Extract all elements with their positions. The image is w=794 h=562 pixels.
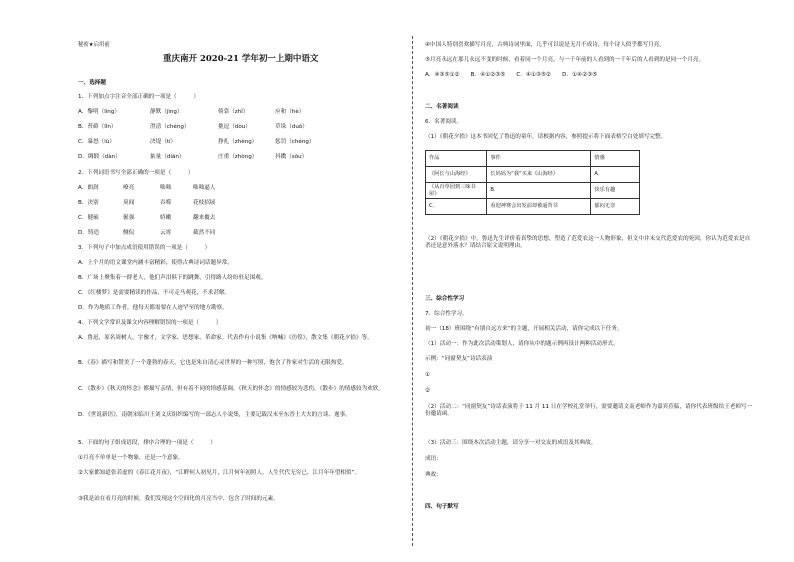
option-row xyxy=(78,154,408,162)
option-row xyxy=(78,200,408,208)
option-cell: C．暴怒（lù） xyxy=(78,139,115,145)
answer-label: 成语： xyxy=(425,456,442,462)
option-cell: 挣扎（zhèng） xyxy=(218,139,258,145)
option-cell: 挑逗（dòu） xyxy=(218,124,251,130)
table-header: 作品 xyxy=(426,151,487,167)
answer-options: A．④③⑤①② B．④①②③⑤ C．④①③⑤② D．①④②③⑤ xyxy=(425,72,598,78)
option-cell: 应和（hè） xyxy=(275,109,305,115)
option-cell: D．绸缎（dàn） xyxy=(78,154,121,160)
right-column xyxy=(425,0,755,562)
answer-blank: ① xyxy=(425,372,431,378)
table-header-row xyxy=(426,151,640,167)
option-row xyxy=(78,185,408,193)
option-cell: B．决别 xyxy=(78,200,99,206)
sentence-text: ⑤月亮永远在那儿永远不变的时候，看着同一个月亮，与一千年前的人看到的一千年后的人看到的是同一个月亮。 xyxy=(425,57,705,63)
option-cell: C．健硕 xyxy=(78,215,99,221)
table-cell: 《阿长与山海经》 xyxy=(426,167,487,183)
option-row xyxy=(78,230,408,238)
question-stem: 3．下列句子中加点成语使用错误的一项是（ ） xyxy=(78,245,211,251)
option-text: D．作为地质工作者，他每天都需要在人迹罕至的地方勘察。 xyxy=(78,305,228,311)
option-text: A．上个月的语文课堂内涵丰富精彩，使得古典诗词话题异常。 xyxy=(78,260,233,266)
section-heading: 三、综合性学习 xyxy=(425,296,465,302)
option-text: D．《世说新语》，南朝宋临川王刘义庆组织编写的一部志人小说集，主要记载汉末至东晋士大夫的言谈、逸事。 xyxy=(78,412,351,418)
section-heading: 四、句子默写 xyxy=(425,504,459,510)
question-stem: 7．综合性学习。 xyxy=(425,311,468,317)
question-stem: 6．名著阅读。 xyxy=(425,119,463,125)
table-row xyxy=(426,167,640,183)
option-cell: 花枝招展 xyxy=(193,200,216,206)
option-cell: 截然不同 xyxy=(193,230,216,236)
table-cell: 郁闷无奈 xyxy=(591,199,640,215)
option-cell: 澄清（chéng） xyxy=(150,124,190,130)
option-row xyxy=(78,215,408,223)
option-text: B．广场上聚集着一群老人，他们声泪俱下的跳舞，引得路人纷纷驻足围观。 xyxy=(78,275,267,281)
option-cell: 吞噬 xyxy=(160,200,172,206)
option-row xyxy=(78,109,408,117)
option-cell: 臭闻 xyxy=(123,200,135,206)
sentence-text: ③我是站在看月亮的时候，我们发现这个空间化的月亮当中，包含了时间的元素。 xyxy=(78,496,279,502)
option-cell: D．铸造 xyxy=(78,230,100,236)
option-cell: 惩罚（chéng） xyxy=(275,139,315,145)
question-stem: 1．下列加点字注音全部正确的一项是（ ） xyxy=(78,94,200,100)
secret-label: 秘密★启用前 xyxy=(78,42,110,48)
table-row xyxy=(426,183,640,199)
option-row xyxy=(78,139,408,147)
option-cell: 抖擞（sǒu） xyxy=(275,154,308,160)
section-heading: 二、名著阅读 xyxy=(425,104,459,110)
option-cell: 草垛（duǒ） xyxy=(275,124,308,130)
option-cell: 咄咄 xyxy=(160,185,172,191)
question-sub: （3）活动三：围绕本次活动主题，请分享一对交友的成语及其典故。 xyxy=(425,440,597,446)
option-cell: 庄重（zhòng） xyxy=(218,154,258,160)
table-cell: 长妈妈为“我”买来《山海经》 xyxy=(487,167,591,183)
option-text: C．《散步》《秋天的怀念》都描写亲情，但有着不同的情感基调，《秋天的怀念》的情感较为悲伤，《散步》的情感较为欢欣。 xyxy=(78,386,384,392)
question-stem: 5．下面的句子组成语段，排序合理的一项是（ ） xyxy=(78,440,216,446)
sentence-text: ④中国人特别喜欢描写月亮，古典诗词里面，几乎可以说是无月不成诗，每个诗人似乎都写月亮。 xyxy=(425,42,665,48)
table-cell: A． xyxy=(591,167,640,183)
table-cell: C． xyxy=(426,199,487,215)
column-divider xyxy=(412,36,413,546)
option-cell: 倚靠（zhǐ） xyxy=(218,109,249,115)
option-cell: 决堤（tí） xyxy=(150,139,177,145)
question-sub: （1）《朝花夕拾》这本书回忆了鲁迅的童年，请根据内容，参照提示将下面表格空白处填写完整。 xyxy=(425,134,667,140)
section-heading: 一、选择题 xyxy=(78,80,106,86)
question-sub: （1）活动一：作为此次活动策划人，请你从中的题示例再设计两种活动形式。 xyxy=(425,341,619,347)
option-cell: 翻来覆去 xyxy=(193,215,216,221)
option-cell: 静默（jìng） xyxy=(150,109,183,115)
table-cell: 《从百草园到三味书屋》 xyxy=(426,183,487,199)
table-cell: 看迎神赛会出发前却被逼背书 xyxy=(487,199,591,215)
option-text: A．鲁迅，原名周树人，字豫才，文学家、思想家、革命家。代表作有小说集《呐喊》《彷徨》，散文集《朝花夕拾》等。 xyxy=(78,335,373,341)
question-stem: 4．下列文学常识及课文内容理解错误的一项是（ ） xyxy=(78,320,222,326)
question-sub: 初一（18）班围绕“有朋自远方来”的主题，开展相关活动，请你完成以下任务。 xyxy=(425,326,623,332)
table-header: 情感 xyxy=(591,151,640,167)
sentence-text: ①月亮不单单是一个物象，还是一个意象。 xyxy=(78,455,184,461)
option-row xyxy=(78,124,408,132)
exam-title: 重庆南开 2020-21 学年初一上期中语文 xyxy=(163,54,319,64)
option-cell: 云霄 xyxy=(160,230,172,236)
option-cell: B．苔藓（lǐn） xyxy=(78,124,117,130)
option-cell: 侧侃 xyxy=(123,230,135,236)
question-sub: （2）活动二：“同窗契友”诗话表演将于 11 月 11 日在学校礼堂举行，需要邀请文南老师作为嘉宾莅临，请你代表班级给王老师写一份邀请函。 xyxy=(425,404,753,418)
option-cell: 咄咄逼人 xyxy=(193,185,216,191)
table-cell: 快乐有趣 xyxy=(591,183,640,199)
example-text: 示例：“同窗契友”诗话表演 xyxy=(425,356,493,362)
option-cell: A．朗润 xyxy=(78,185,99,191)
answer-blank: ② xyxy=(425,388,431,394)
option-cell: 娇嫩 xyxy=(160,215,172,221)
left-column xyxy=(78,0,408,562)
sentence-text: ②大家都知道张若虚的《春江花月夜》，“江畔何人初见月，江月何年初照人，人生代代无穷已，江月年年望相似”。 xyxy=(78,470,361,476)
question-stem: 2．下列词语书写全部正确的一项是（ ） xyxy=(78,170,194,176)
option-cell: 倔强 xyxy=(123,215,135,221)
table-header: 事件 xyxy=(487,151,591,167)
question-sub: （2）《朝花夕拾》中，鲁迅先生评价着真挚的思想，塑造了范爱农这一人物形象，但文中并未交代范爱农的死因，你认为范爱农是自杀还是意外落水？请结合原文说明理由。 xyxy=(425,236,751,250)
option-cell: 掂量（diān） xyxy=(150,154,185,160)
option-cell: A．黎明（líng） xyxy=(78,109,120,115)
answer-label: 典故： xyxy=(425,472,442,478)
option-text: B．《春》描写和赞美了一个蓬勃的春天，它也是朱自清心灵世界的一种写照，饱含了作家对生活的无限热爱。 xyxy=(78,360,348,366)
option-cell: 嘹亮 xyxy=(123,185,135,191)
table-cell: B． xyxy=(487,183,591,199)
works-table xyxy=(425,150,640,215)
option-text: C．《红楼梦》是需要精读的作品，不可走马观花，不求甚解。 xyxy=(78,290,231,296)
table-row xyxy=(426,199,640,215)
